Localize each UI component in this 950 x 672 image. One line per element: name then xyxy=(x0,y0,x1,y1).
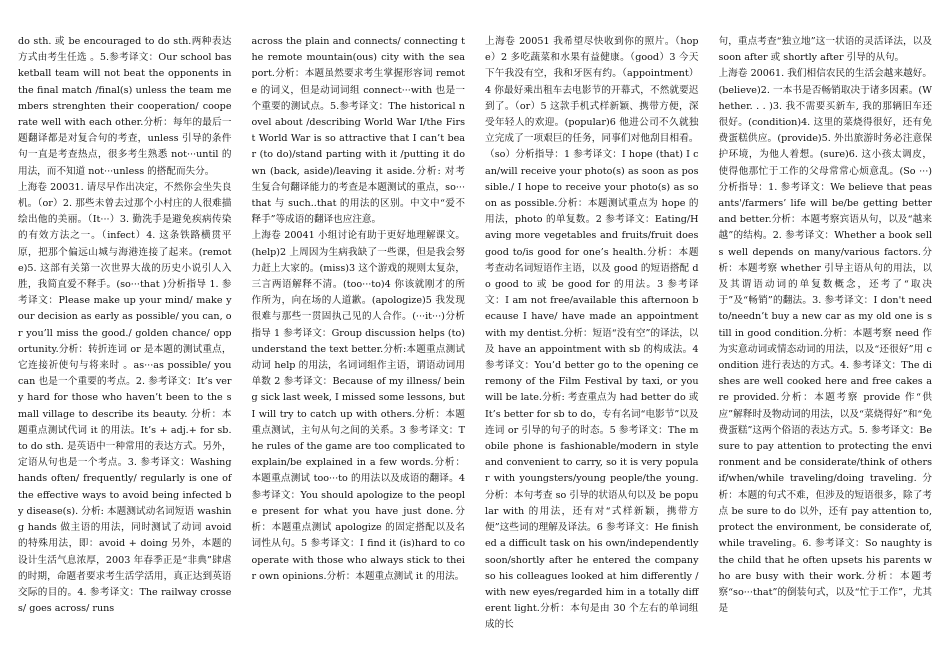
paragraph: 句，重点考查“独立地”这一状语的灵活译法，以及 soon after 或 shortly after 引导的从句。 xyxy=(718,36,932,64)
paragraph: 上海卷 20031. 请尽早作出决定，不然你会坐失良机。（or）2. 那些未曾去过那个小村庄的人很难描绘出他的美丽。（It···）3. 勤洗手是避免疾病传染的有效方法之一。（infect）4. 这条铁路横贯平原，把那个偏远山城与海港连接了起来。(remote)5. 这部有关第一次世界大战的历史小说引人入胜，我简直爱不释手。(so···that )分析指导 1. 参考译文：Please make up your mind/ make your decision as early as possible/ you can, or you’ll miss the good./ golden chance/ opportunity.分析：转折连词 or 是本题的测试重点，它连接祈使句与将来时 。as···as possible/ you can 也是一个重要的考点。2. 参考译文：It’s very hard for those who haven’t been to the small village to describe its beauty. 分析：本题重点测试代词 it 的用法。It’s + adj.+ for sb. to do sth. 是英语中一种常用的表达方式。另外，定语从句也是一个考点。3. 参考译文：Washing hands often/ frequently/ regularly is one of the effective ways to avoid being infected by disease(s). 分析: 本题测试动名词短语 washing hands 做主语的用法，同时测试了动词 avoid 的特殊用法，即：avoid + doing 另外，本题的设计生活气息浓厚，2003 年春季正是“非典”肆虐的时期，命题者要求考生活学活用，真正达到英语交际的目的。4. 参考译文：The railway crosses/ goes across/ runs xyxy=(18,181,232,615)
paragraph: do sth. 或 be encouraged to do sth.两种表达方式由考生任选 。5.参考译文：Our school basketball team will not beat the opponents in the final match /final(s) unless the team members strenghten their cooperation/ cooperate well with each other.分析：每年的最后一题翻译都是对复合句的考查，unless 引导的条件句一直是考查热点，很多考生熟悉 not···until 的用法，而不知道 not···unless 的搭配而失分。 xyxy=(18,36,232,177)
text-column-2 xyxy=(252,34,466,672)
paragraph: 上海卷 20061. 我们相信农民的生活会越来越好。(believe)2. 一本书是否畅销取决于诸多因素。(Whether. . . )3. 我不需要买新车, 我的那辆旧车还很好。(condition)4. 这里的菜烧得很好，还有免费蛋糕供应。(provide)5. 外出旅游时务必注意保护环境，为他人着想。(sure)6. 这小孩太调皮，使得他那忙于工作的父母常常心烦意乱。(So ···)分析指导：1. 参考译文：We believe that peasants'/farmers’ life will be/be getting better and better.分析：本题考察宾语从句，以及“越来越”的结构。2. 参考译文：Whether a book sells well depends on many/various factors.分析：本题考察 whether 引导主语从句的用法，以及其谓语动词的单复数概念，还考了“取决于”及“畅销”的翻法。3. 参考译文：I don't need to/needn’t buy a new car as my old one is still in good condition.分析：本题考察 need 作为实意动词或情态动词的用法，以及“还很好”用 condition 进行表达的方式。4. 参考译文：The dishes are well cooked here and free cakes are provided.分析：本题考察 provide 作“供应”解释时及物动词的用法，以及“菜烧得好”和“免费蛋糕”这两个俗语的表达方式。5. 参考译文：Be sure to pay attention to protecting the environment and be considerate/think of others if/when/while traveling/doing traveling. 分析：本题的句式不难，但涉及的短语很多，除了考点 be sure to do 以外，还有 pay attention to, protect the environment, be considerate of, while traveling。6. 参考译文：So naughty is the child that he often upsets his parents who are busy with their work.分析：本题考察“so···that”的倒装句式，以及“忙于工作”，尤其是 xyxy=(718,68,932,615)
paragraph: 上海卷 20051 我希望尽快收到你的照片。（hope）2 多吃蔬菜和水果有益健康。（good）3 今天下午我没有空，我和牙医有约。（appointment）4 你最好乘出租车去电影节的开幕式，不然就要迟到了。（or）5 这款手机式样新颖、携带方便，深受年轻人的欢迎。(popular)6 他进公司不久就独立完成了一项艰巨的任务，同事们对他刮目相看。（so）分析指导：1 参考译文：I hope (that) I can/will receive your photo(s) as soon as possible./ I hope to receive your photo(s) as soon as possible.分析：本题测试重点为 hope 的用法，photo 的单复数。2 参考译文：Eating/Having more vegetables and fruits/fruit does good to/is good for one’s health.分析：本题考查动名词短语作主语，以及 good 的短语搭配 do good to 或 be good for 的用法。3 参考译文：I am not free/available this afternoon because I have/ have made an appointment with my dentist.分析：短语“没有空”的译法，以及 have an appointment with sb 的构成法。4 参考译文：You’d better go to the opening ceremony of the Film Festival by taxi, or you will be late.分析: 考查重点为 had better do 或 It’s better for sb to do，专有名词“电影节”以及连词 or 引导的句子的时态。5 参考译文：The mobile phone is fashionable/modern in style and convenient to carry, so it is very popular with youngsters/young people/the young.分析：本句考查 so 引导的状语从句以及 be popular with 的用法，还有对“式样新颖，携带方便”这些词的理解及译法。6 参考译文：He finished a difficult task on his own/independently soon/shortly after he entered the company so his colleagues looked at him differently /with new eyes/regarded him in a totally different light.分析：本句是由 30 个左右的单词组成的长 xyxy=(485,36,699,631)
text-column-3 xyxy=(485,34,699,672)
text-column-4 xyxy=(719,34,933,672)
text-column-1 xyxy=(18,34,232,672)
paragraph: across the plain and connects/ connecting the remote mountain(ous) city with the sea port.分析：本题虽然要求考生掌握形容词 remote 的词义，但是动词词组 connect···with 也是一个重要的测试点。5.参考译文：The historical novel about /describing World War I/the First World War is so attractive that I can’t bear (to do)/stand parting with it /putting it down (back, aside)/leaving it aside.分析: 对考生复合句翻译能力的考查是本题测试的重点，so···that 与 such..that 的用法的区别。中文中“爱不释手”等成语的翻译也应注意。 xyxy=(251,36,465,226)
paragraph: 上海卷 20041 小组讨论有助于更好地理解课文。(help)2 上周因为生病我缺了一些课，但是我会努力赶上大家的。(miss)3 这个游戏的规则太复杂，三言两语解释不清。(too···to)4 你该就刚才的所作所为，向在场的人道歉。(apologize)5 我发现很难与那些一贯固执己见的人合作。(···it···)分析指导 1 参考译文：Group discussion helps (to) understand the text better.分析:本题重点测试动词 help 的用法，名词词组作主语，谓语动词用单数 2 参考译文：Because of my illness/ being sick last week, I missed some lessons, but I will try to catch up with others.分析：本题重点测试，主句从句之间的关系。3 参考译文：The rules of the game are too complicated to explain/be explained in a few words.分析：本题重点测试 too···to 的用法以及成语的翻译。4 参考译文：You should apologize to the people present for what you have just done.分析：本题重点测试 apologize 的固定搭配以及名词性从句。5 参考译文：I find it (is)hard to cooperate with those who always stick to their own opinions.分析：本题重点测试 it 的用法。 xyxy=(251,230,465,582)
